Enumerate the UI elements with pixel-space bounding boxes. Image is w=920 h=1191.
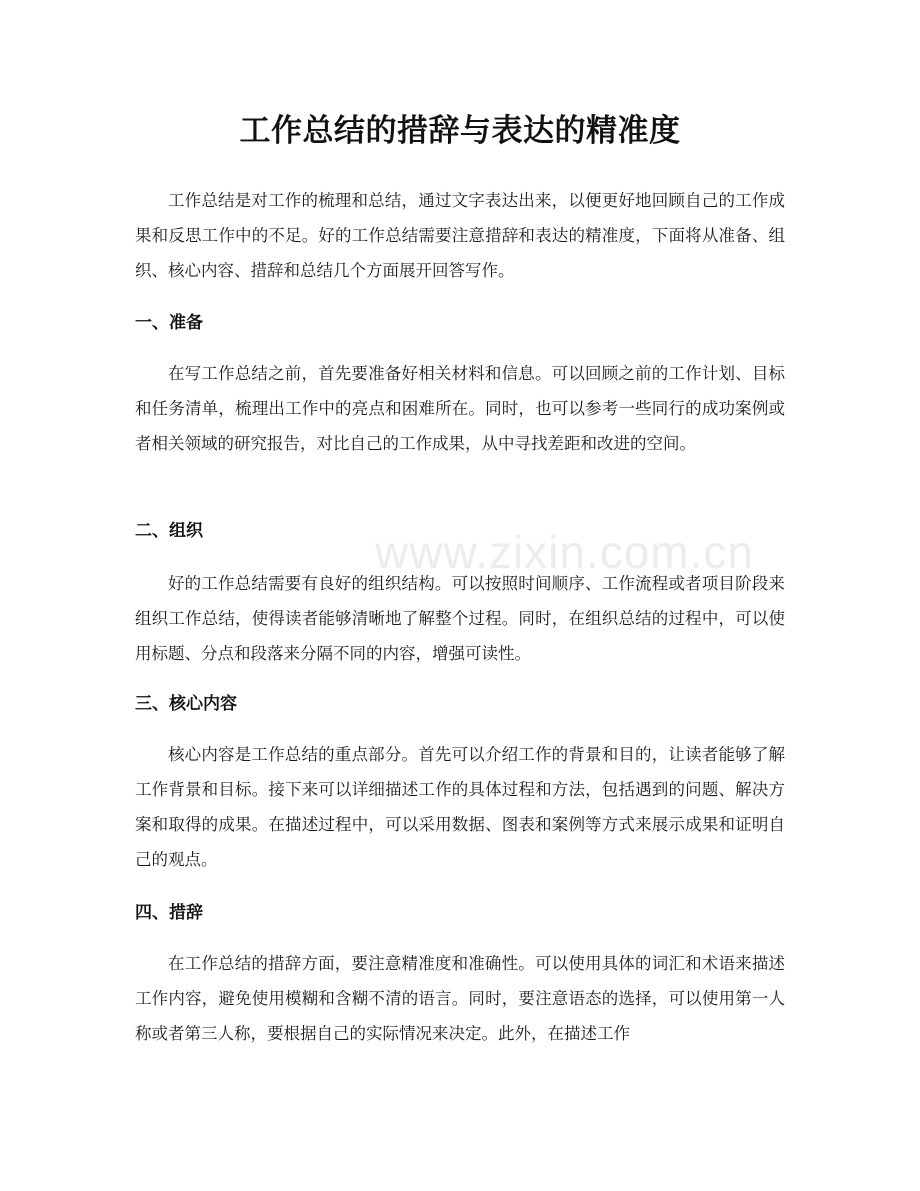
section-body-organization: 好的工作总结需要有良好的组织结构。可以按照时间顺序、工作流程或者项目阶段来组织工作总结，使得读者能够清晰地了解整个过程。同时，在组织总结的过程中，可以使用标题、分点和段落来分隔不同的内容，增强可读性。 [135, 574, 785, 663]
document-title: 工作总结的措辞与表达的精准度 [239, 113, 681, 149]
section-heading-wording: 四、措辞 [135, 903, 203, 923]
section-heading-preparation: 一、准备 [135, 313, 203, 333]
section-heading-core-content: 三、核心内容 [135, 694, 237, 714]
section-body-core-content: 核心内容是工作总结的重点部分。首先可以介绍工作的背景和目的，让读者能够了解工作背景和目标。接下来可以详细描述工作的具体过程和方法，包括遇到的问题、解决方案和取得的成果。在描述过程中，可以采用数据、图表和案例等方式来展示成果和证明自己的观点。 [135, 745, 785, 869]
section-heading-organization: 二、组织 [135, 521, 203, 541]
section-body-wording: 在工作总结的措辞方面，要注意精准度和准确性。可以使用具体的词汇和术语来描述工作内容，避免使用模糊和含糊不清的语言。同时，要注意语态的选择，可以使用第一人称或者第三人称，要根据自己的实际情况来决定。此外，在描述工作 [135, 954, 785, 1043]
watermark: www.zixin.com.cn [375, 526, 754, 578]
section-body-preparation: 在写工作总结之前，首先要准备好相关材料和信息。可以回顾之前的工作计划、目标和任务清单，梳理出工作中的亮点和困难所在。同时，也可以参考一些同行的成功案例或者相关领域的研究报告，对比自己的工作成果，从中寻找差距和改进的空间。 [135, 364, 785, 453]
intro-paragraph: 工作总结是对工作的梳理和总结，通过文字表达出来，以便更好地回顾自己的工作成果和反思工作中的不足。好的工作总结需要注意措辞和表达的精准度，下面将从准备、组织、核心内容、措辞和总结几个方面展开回答写作。 [135, 191, 785, 280]
